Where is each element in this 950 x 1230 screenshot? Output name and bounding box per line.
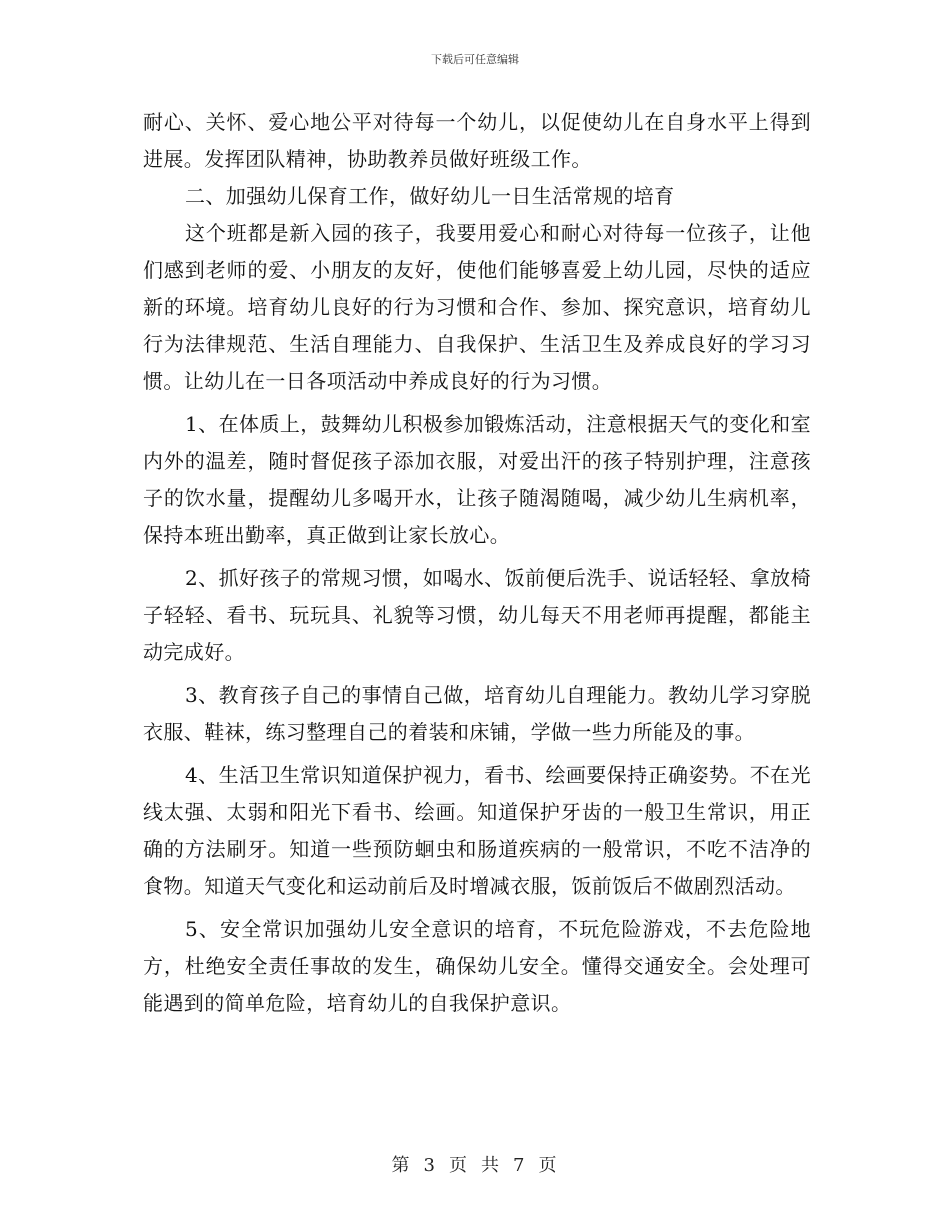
paragraph-intro: 这个班都是新入园的孩子，我要用爱心和耐心对待每一位孩子，让他们感到老师的爱、小朋友的友好，使他们能够喜爱上幼儿园，尽快的适应新的环境。培育幼儿良好的行为习惯和合作、参加、探究意识，培育幼儿行为法律规范、生活自理能力、自我保护、生活卫生及养成良好的学习习惯。让幼儿在一日各项活动中养成良好的行为习惯。 bbox=[143, 221, 811, 393]
paragraph-continuation: 耐心、关怀、爱心地公平对待每一个幼儿，以促使幼儿在自身水平上得到进展。发挥团队精神，协助教养员做好班级工作。 bbox=[143, 110, 811, 171]
footer-label-total: 共 bbox=[481, 1155, 501, 1176]
footer-label-page: 第 bbox=[391, 1155, 412, 1176]
list-item-2: 2、抓好孩子的常规习惯，如喝水、饭前便后洗手、说话轻轻、拿放椅子轻轻、看书、玩玩具、礼貌等习惯，幼儿每天不用老师再提醒，都能主动完成好。 bbox=[143, 566, 811, 664]
list-item-4: 4、生活卫生常识知道保护视力，看书、绘画要保持正确姿势。不在光线太强、太弱和阳光下看书、绘画。知道保护牙齿的一般卫生常识，用正确的方法刷牙。知道一些预防蛔虫和肠道疾病的一般常识，不吃不洁净的食物。知道天气变化和运动前后及时增减衣服，饭前饭后不做剧烈活动。 bbox=[143, 763, 811, 898]
page-header: 下载后可任意编辑 bbox=[431, 53, 519, 66]
footer-current-page: 3 bbox=[423, 1155, 437, 1176]
footer-label-ye: 页 bbox=[449, 1155, 469, 1176]
list-item-5: 5、安全常识加强幼儿安全意识的培育，不玩危险游戏，不去危险地方，杜绝安全责任事故的发生，确保幼儿安全。懂得交通安全。会处理可能遇到的简单危险，培育幼儿的自我保护意识。 bbox=[143, 917, 811, 1015]
section-heading: 二、加强幼儿保育工作，做好幼儿一日生活常规的培育 bbox=[185, 184, 675, 208]
footer-label-ye-2: 页 bbox=[538, 1155, 559, 1176]
document-body bbox=[143, 104, 811, 1022]
list-item-3: 3、教育孩子自己的事情自己做，培育幼儿自理能力。教幼儿学习穿脱衣服、鞋袜，练习整理自己的着装和床铺，学做一些力所能及的事。 bbox=[143, 683, 811, 744]
list-item-1: 1、在体质上，鼓舞幼儿积极参加锻炼活动，注意根据天气的变化和室内外的温差，随时督促孩子添加衣服，对爱出汗的孩子特别护理，注意孩子的饮水量，提醒幼儿多喝开水，让孩子随渴随喝，减少幼儿生病机率，保持本班出勤率，真正做到让家长放心。 bbox=[143, 412, 811, 547]
footer-total-pages: 7 bbox=[513, 1155, 527, 1176]
page-footer bbox=[0, 1154, 950, 1178]
